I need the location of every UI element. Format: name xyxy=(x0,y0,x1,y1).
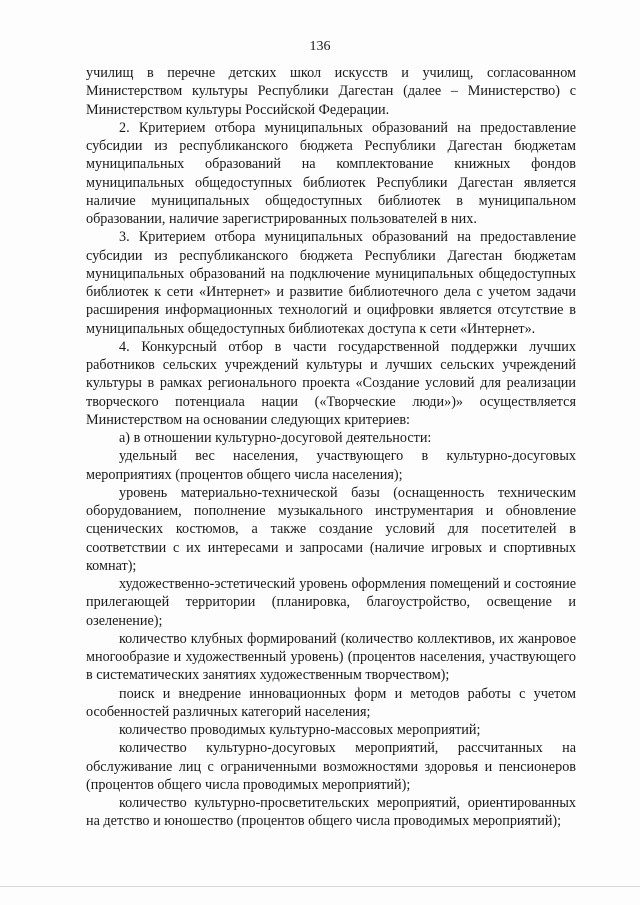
paragraph: а) в отношении культурно-досуговой деятельности: xyxy=(119,430,432,446)
paragraph: училищ в перечне детских школ искусств и училищ, согласованном Министерством культуры Республики Дагестан (далее – Министерство) с Министерством культуры Российской Федерации. xyxy=(86,65,576,118)
paragraph: удельный вес населения, участвующего в культурно-досуговых мероприятиях (процентов общего числа населения); xyxy=(86,448,576,483)
paragraph: 4. Конкурсный отбор в части государственной поддержки лучших работников сельских учреждений культуры и лучших сельских учреждений культуры в рамках регионального проекта «Создание условий для реализации творческого потенциала нации («Творческие люди»)» осуществляется Министерством на основании следующих критериев: xyxy=(86,338,576,428)
paragraph: 2. Критерием отбора муниципальных образований на предоставление субсидии из республиканского бюджета Республики Дагестан бюджетам муниципальных образований на комплектование книжных фондов муниципальных общедоступных библиотек Республики Дагестан является наличие муниципальных общедоступных библиотек в муниципальном образовании, наличие зарегистрированных пользователей в них. xyxy=(86,119,576,227)
scan-edge-line xyxy=(0,886,640,887)
paragraph: количество проводимых культурно-массовых мероприятий; xyxy=(119,722,481,738)
paragraph: количество культурно-просветительских мероприятий, ориентированных на детство и юношество (процентов общего числа проводимых мероприятий); xyxy=(86,795,576,830)
paragraph: художественно-эстетический уровень оформления помещений и состояние прилегающей территории (планировка, благоустройство, освещение и озеленение); xyxy=(86,576,576,629)
paragraph: поиск и внедрение инновационных форм и методов работы с учетом особенностей различных категорий населения; xyxy=(86,685,576,720)
page-number: 136 xyxy=(309,39,331,54)
document-body xyxy=(86,64,576,831)
paragraph: уровень материально-технической базы (оснащенность техническим оборудованием, пополнение музыкального инструментария и обновление сценических костюмов, а также создание условий для посетителей в соответствии с их интересами и запросами (наличие игровых и спортивных комнат); xyxy=(86,484,576,574)
paragraph: количество клубных формирований (количество коллективов, их жанровое многообразие и художественный уровень) (процентов населения, участвующего в систематических занятиях художественным творчеством); xyxy=(86,630,576,684)
paragraph: 3. Критерием отбора муниципальных образований на предоставление субсидии из республиканского бюджета Республики Дагестан бюджетам муниципальных образований на подключение муниципальных общедоступных библиотек к сети «Интернет» и развитие библиотечного дела с учетом задачи расширения информационных технологий и оцифровки является отсутствие в муниципальных общедоступных библиотеках доступа к сети «Интернет». xyxy=(86,229,576,337)
paragraph: количество культурно-досуговых мероприятий, рассчитанных на обслуживание лиц с ограниченными возможностями здоровья и пенсионеров (процентов общего числа проводимых мероприятий); xyxy=(86,740,576,793)
